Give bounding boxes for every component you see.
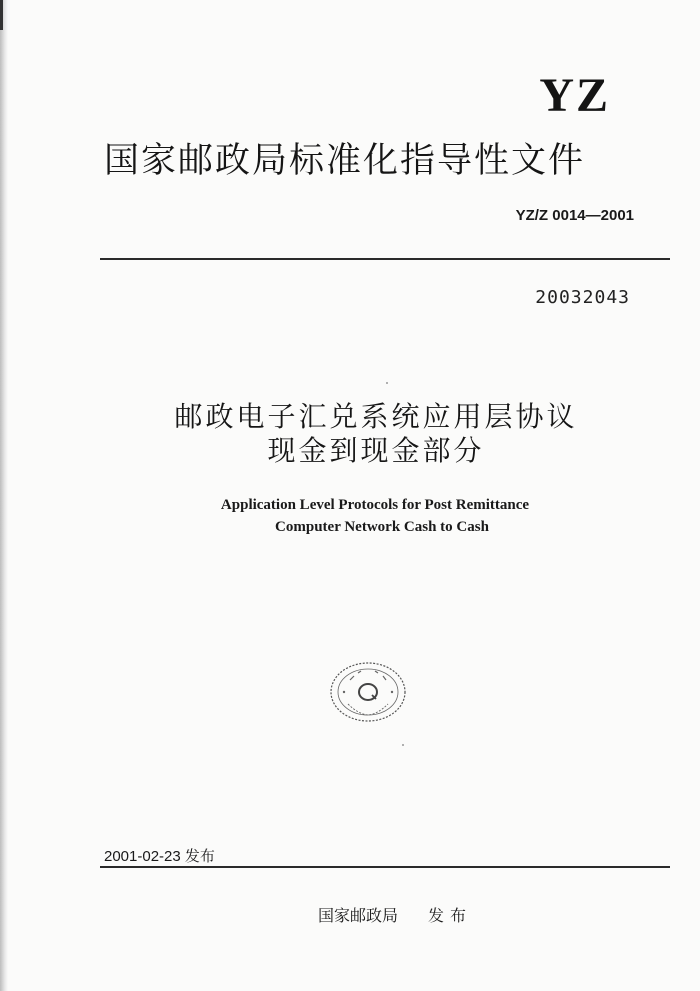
bottom-divider (100, 866, 670, 868)
archive-number: 20032043 (535, 287, 630, 308)
standard-number: YZ/Z 0014—2001 (515, 207, 634, 224)
top-divider (100, 258, 670, 260)
publisher-issue-label: 发布 (428, 906, 473, 925)
publisher-line (318, 903, 472, 926)
title-cn-line2: 现金到现金部分 (267, 434, 485, 467)
publisher-name: 国家邮政局 (318, 906, 399, 925)
brand-code: YZ (539, 69, 610, 122)
document-kind-heading: 国家邮政局标准化指导性文件 (104, 141, 586, 181)
issue-date: 2001-02-23 发布 (104, 848, 215, 865)
title-en-line2: Computer Network Cash to Cash (275, 519, 489, 535)
title-cn-line1: 邮政电子汇兑系统应用层协议 (174, 400, 578, 433)
scan-speck (386, 382, 388, 384)
scan-edge-shadow (0, 0, 8, 991)
scan-edge-mark (0, 0, 3, 30)
title-en-line1: Application Level Protocols for Post Remittance (220, 497, 530, 513)
library-seal-stamp-icon (328, 660, 408, 724)
scan-speck (402, 744, 404, 746)
